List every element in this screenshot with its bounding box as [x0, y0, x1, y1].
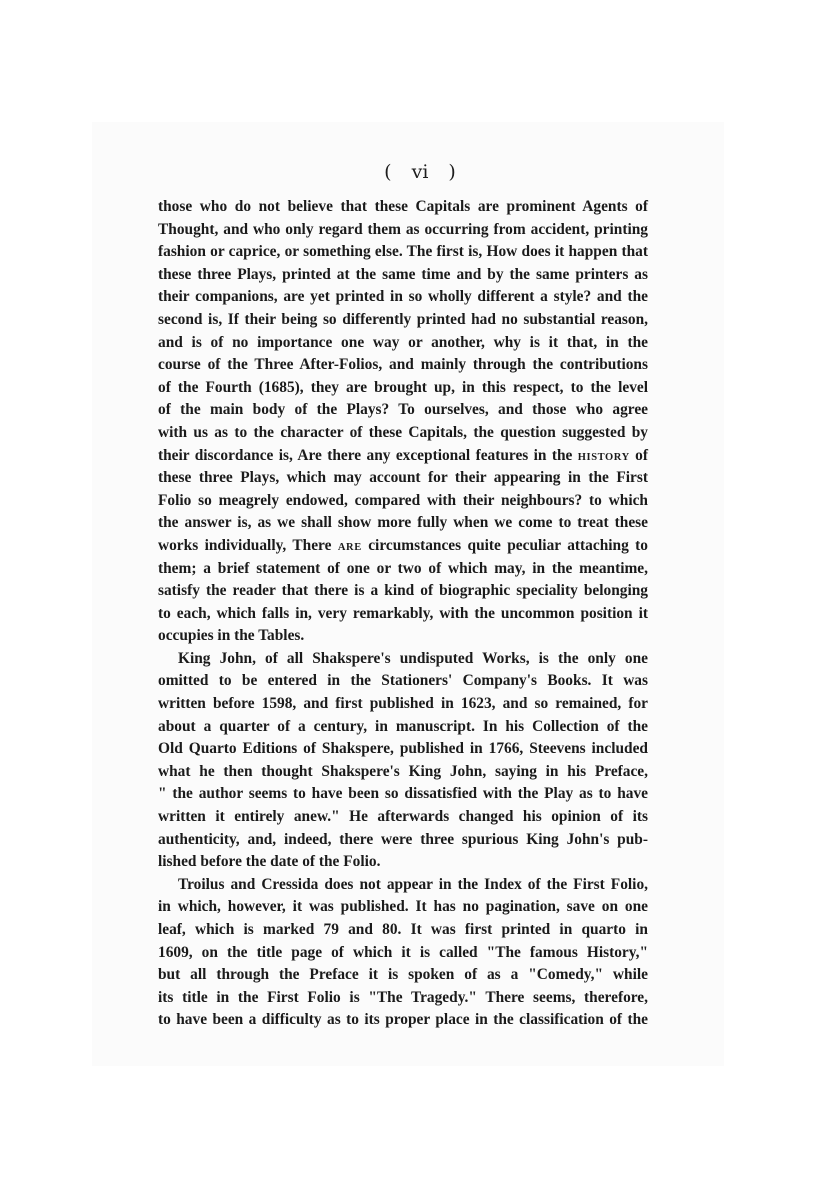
text-line: to each, which falls in, very remarkably, with the uncommon position it: [158, 604, 648, 622]
text-line: authenticity, and, indeed, there were three spurious King John's pub-: [158, 830, 648, 848]
paragraph-1: [158, 196, 648, 648]
text-segment: circumstances quite peculiar attaching to: [361, 536, 648, 554]
text-line: satisfy the reader that there is a kind of biographic speciality belonging: [158, 582, 648, 600]
text-line: second is, If their being so differently printed had no substantial reason,: [158, 310, 648, 328]
text-line: the answer is, as we shall show more fully when we come to treat these: [158, 514, 648, 532]
text-line: in which, however, it was published. It has no pagination, save on one: [158, 898, 648, 916]
text-line: what he then thought Shakspere's King John, saying in his Preface,: [158, 762, 648, 780]
smallcaps-word: ARE: [337, 541, 362, 553]
smallcaps-word: HISTORY: [577, 451, 630, 463]
text-line: these three Plays, printed at the same time and by the same printers as: [158, 265, 648, 283]
text-line: written before 1598, and first published in 1623, and so remained, for: [158, 695, 648, 713]
header-close-paren: ): [448, 161, 456, 183]
text-line: with us as to the character of these Capitals, the question suggested by: [158, 423, 648, 441]
text-line: but all through the Preface it is spoken of as a "Comedy," while: [158, 966, 648, 984]
text-line: Folio so meagrely endowed, compared with their neighbours? to which: [158, 491, 648, 509]
paragraph-2: [158, 648, 648, 874]
text-line: them; a brief statement of one or two of which may, in the meantime,: [158, 559, 648, 577]
text-line: course of the Three After-Folios, and mainly through the contributions: [158, 356, 648, 374]
body-text: [158, 196, 648, 1032]
text-line: [158, 535, 648, 558]
text-line: those who do not believe that these Capitals are prominent Agents of: [158, 198, 648, 215]
text-line: to have been a difficulty as to its proper place in the classification of the: [158, 1011, 648, 1029]
text-line: 1609, on the title page of which it is called "The famous History,": [158, 943, 648, 961]
text-line: of the Fourth (1685), they are brought up, in this respect, to the level: [158, 378, 648, 396]
paragraph-3: [158, 874, 648, 1032]
text-line: " the author seems to have been so dissatisfied with the Play as to have: [158, 785, 648, 803]
text-segment: of: [629, 446, 649, 464]
text-line: omitted to be entered in the Stationers' Company's Books. It was: [158, 672, 648, 690]
text-line: about a quarter of a century, in manuscript. In his Collection of the: [158, 717, 648, 735]
text-line: Old Quarto Editions of Shakspere, published in 1766, Steevens included: [158, 740, 648, 758]
text-line: [158, 445, 648, 468]
text-line: King John, of all Shakspere's undisputed Works, is the only one: [178, 649, 648, 667]
page-header: [0, 161, 840, 183]
page-number: vi: [411, 161, 429, 183]
text-segment: their discordance is, Are there any exceptional features in the: [158, 446, 578, 464]
text-line: and is of no importance one way or another, why is it that, in the: [158, 333, 648, 351]
text-line: of the main body of the Plays? To ourselves, and those who agree: [158, 401, 648, 419]
text-line: these three Plays, which may account for their appearing in the First: [158, 469, 648, 487]
text-line: Thought, and who only regard them as occurring from accident, printing: [158, 220, 648, 238]
text-line: leaf, which is marked 79 and 80. It was first printed in quarto in: [158, 921, 648, 938]
text-line: occupies in the Tables.: [158, 627, 305, 645]
text-line: Troilus and Cressida does not appear in the Index of the First Folio,: [178, 875, 648, 893]
text-line: fashion or caprice, or something else. The first is, How does it happen that: [158, 243, 648, 261]
text-line: written it entirely anew." He afterwards changed his opinion of its: [158, 808, 648, 826]
text-segment: works individually, There: [158, 536, 338, 554]
text-line: their companions, are yet printed in so wholly different a style? and the: [158, 288, 648, 306]
text-line: lished before the date of the Folio.: [158, 853, 381, 871]
text-line: its title in the First Folio is "The Tragedy." There seems, therefore,: [158, 988, 648, 1006]
header-open-paren: (: [384, 161, 392, 183]
